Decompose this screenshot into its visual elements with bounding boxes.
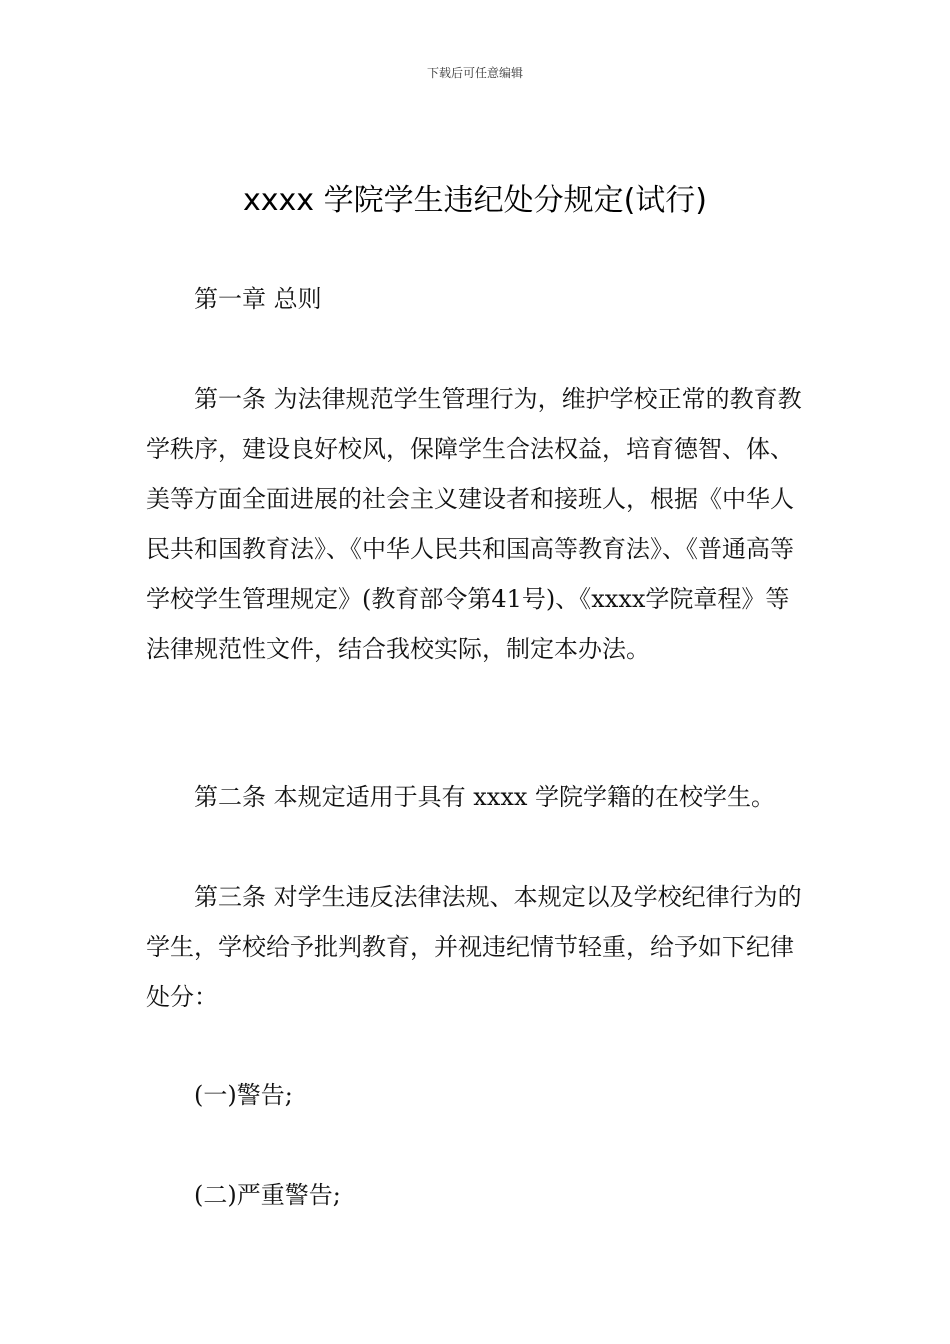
chapter-heading: 第一章 总则 <box>194 285 322 313</box>
page-header-note: 下载后可任意编辑 <box>426 66 523 80</box>
penalty-item-1: (一)警告; <box>194 1081 293 1109</box>
document-title: xxxx 学院学生违纪处分规定(试行) <box>243 183 707 218</box>
penalty-item-2: (二)严重警告; <box>194 1181 341 1209</box>
article-3-paragraph: 第三条 对学生违反法律法规、本规定以及学校纪律行为的学生，学校给予批判教育，并视违纪情节轻重，给予如下纪律处分： <box>146 883 802 1011</box>
article-1-paragraph: 第一条 为法律规范学生管理行为，维护学校正常的教育教学秩序，建设良好校风，保障学生合法权益，培育德智、体、美等方面全面进展的社会主义建设者和接班人，根据《中华人民共和国教育法》、《中华人民共和国高等教育法》、《普通高等学校学生管理规定》(教育部令第41号)、《xxxx学院章程》等法律规范性文件，结合我校实际，制定本办法。 <box>146 385 802 663</box>
article-2-paragraph: 第二条 本规定适用于具有 xxxx 学院学籍的在校学生。 <box>194 783 776 811</box>
